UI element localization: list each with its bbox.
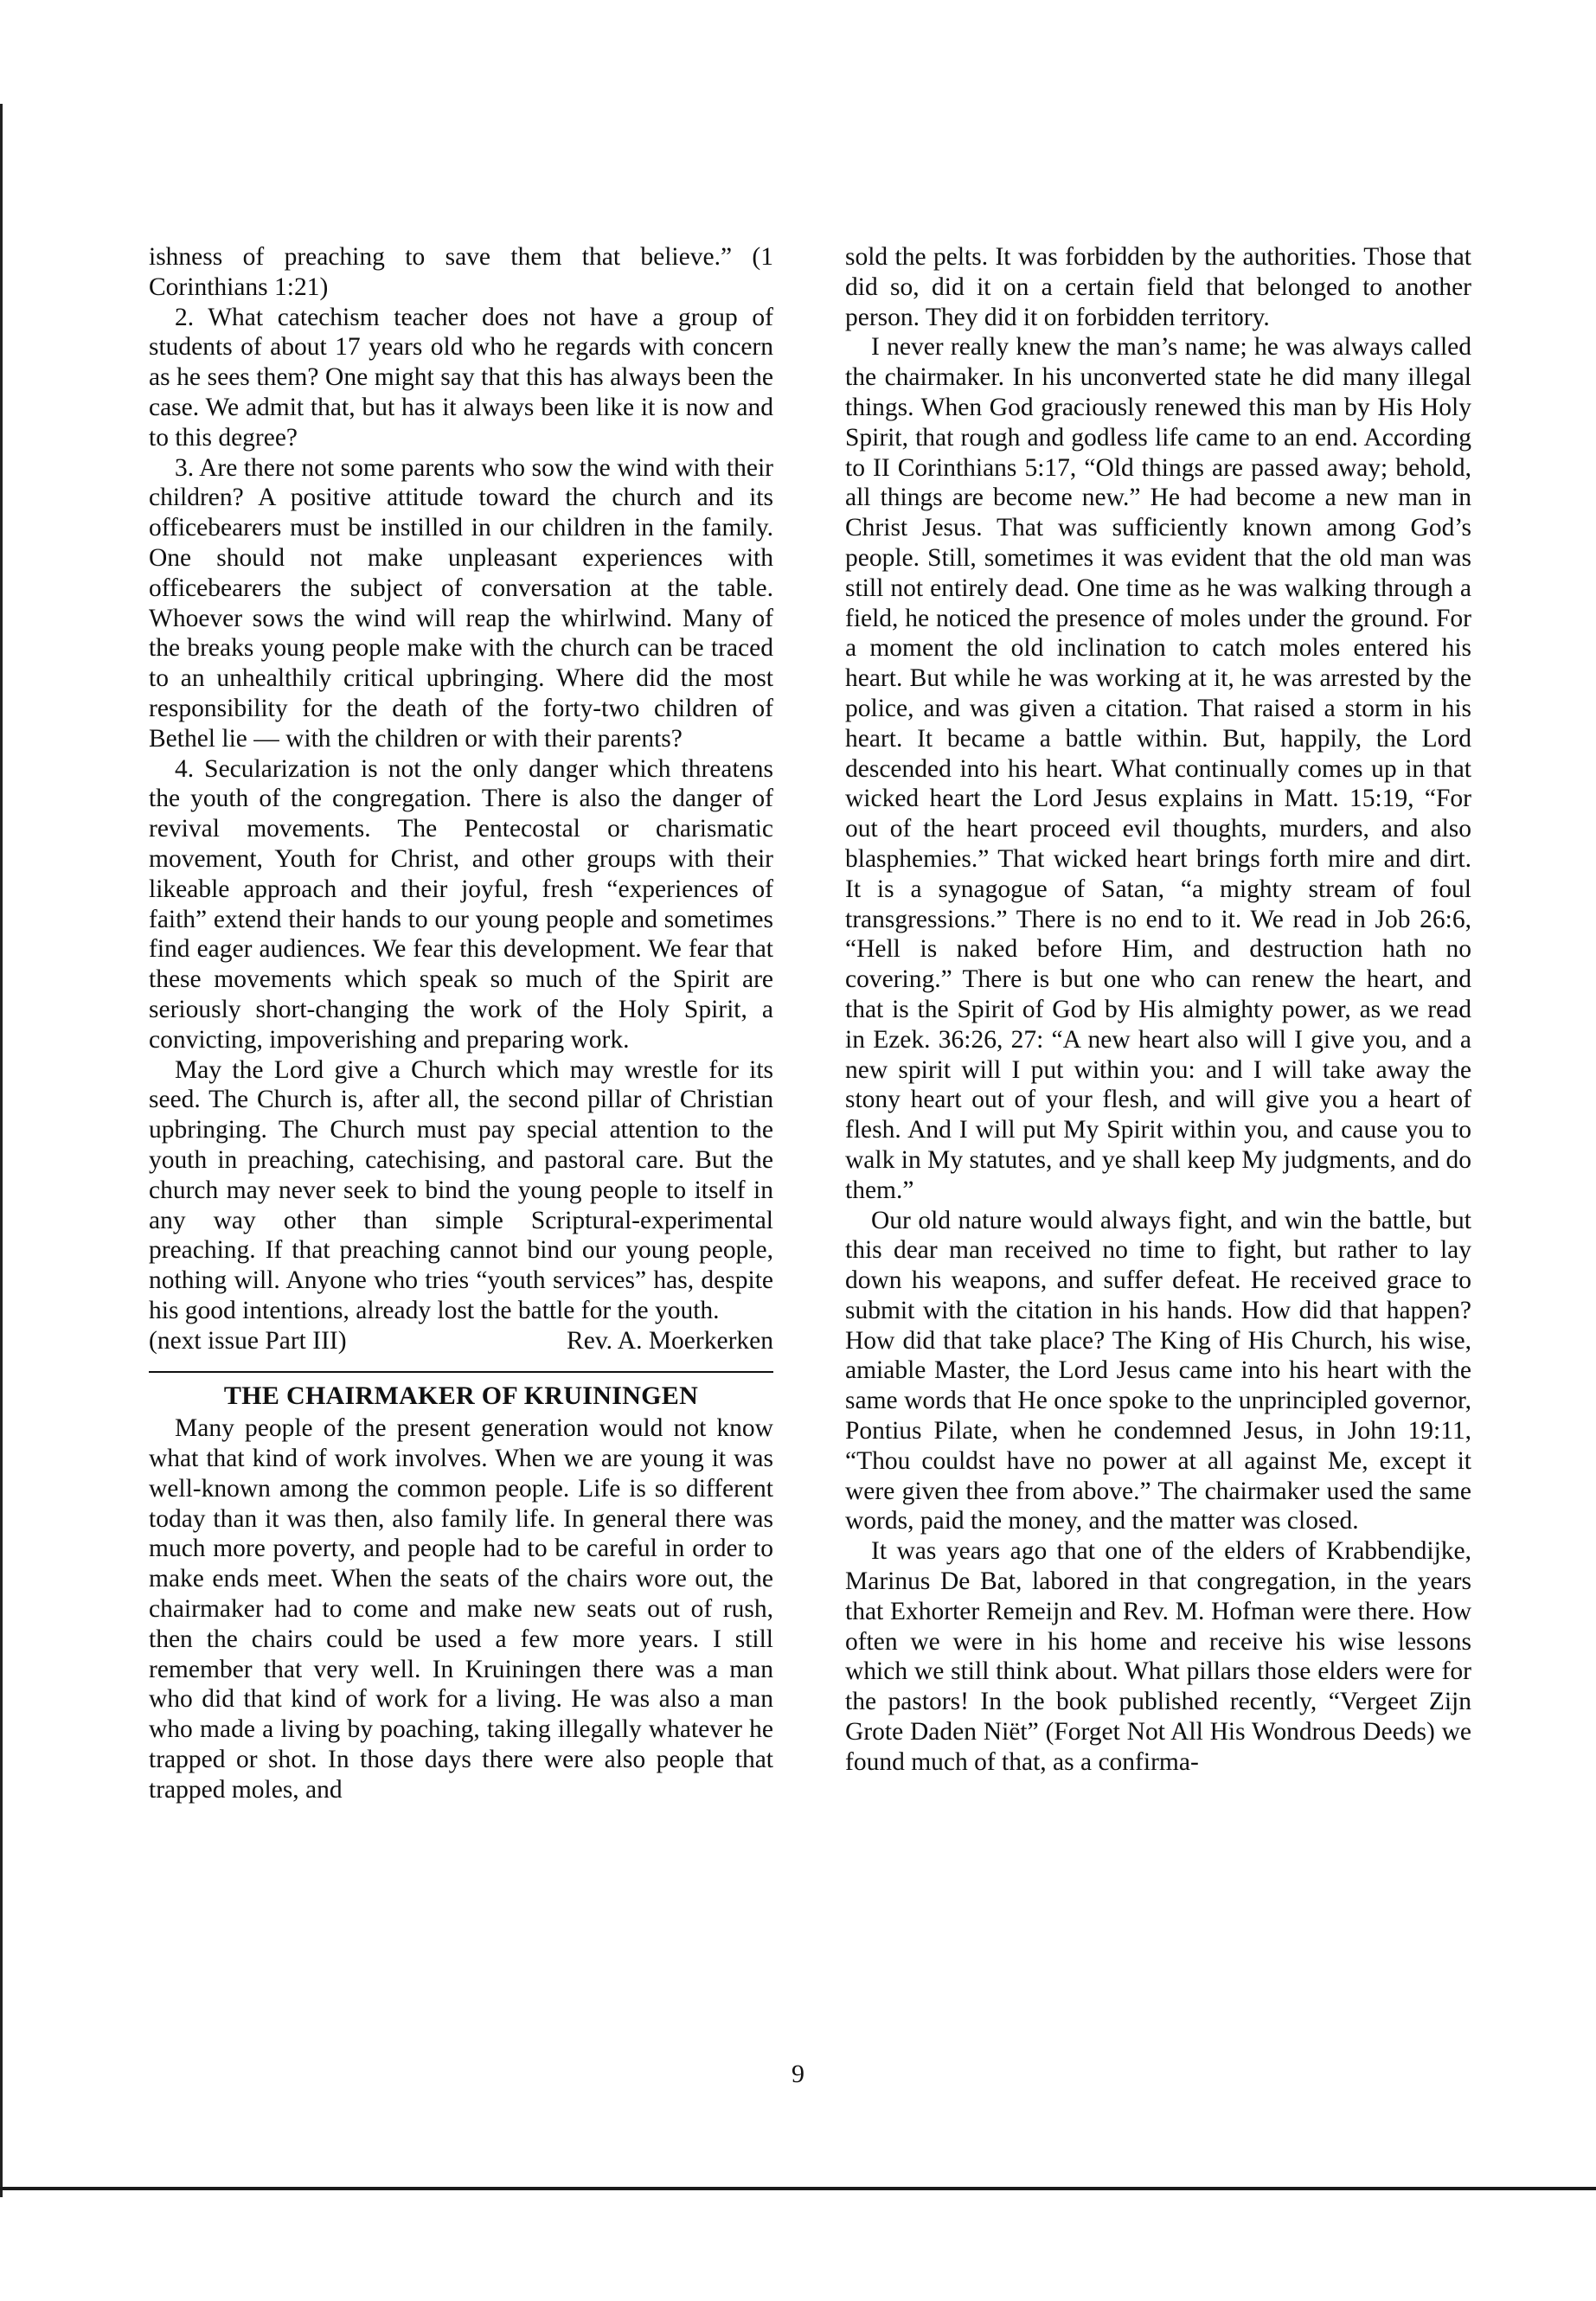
left-column [149, 242, 773, 1805]
page-number: 9 [792, 2060, 804, 2088]
paragraph: ishness of preaching to save them that believe.” (1 Corinthians 1:21) [149, 243, 773, 301]
article-title: THE CHAIRMAKER OF KRUININGEN [223, 1381, 699, 1411]
scan-left-edge [0, 104, 3, 2197]
paragraph: 3. Are there not some parents who sow the wind with their children? A positive attitude toward the church and its officebearers must be instilled in our children in the family. One should not make unpleasant experiences with officebearers the subject of conversation at the table. Whoever sows the wind will reap the whirlwind. Many of the breaks young people make with the church can be traced to an unhealthily critical upbringing. Where did the most responsibility for the death of the forty-two children of Bethel lie — with the children or with their parents? [149, 453, 773, 753]
author-name: Rev. A. Moerkerken [567, 1326, 773, 1355]
paragraph: Our old nature would always fight, and win the battle, but this dear man received no time to fight, but rather to lay down his weapons, and suffer defeat. He received grace to submit with the citation in his hands. How did that happen? How did that take place? The King of His Church, his wise, amiable Master, the Lord Jesus came into his heart with the same words that He once spoke to the unprincipled governor, Pontius Pilate, when he condemned Jesus, in John 19:11, “Thou couldst have no power at all against Me, except it were given thee from above.” The chairmaker used the same words, paid the money, and the matter was closed. [845, 1206, 1471, 1535]
continuation-note: (next issue Part III) [149, 1326, 347, 1355]
paragraph: 4. Secularization is not the only danger which threatens the youth of the congregation. There is also the danger of revival movements. The Pentecostal or charismatic movement, Youth for Christ, and other groups with their likeable approach and their joyful, fresh “experiences of faith” extend their hands to our young people and sometimes find eager audiences. We fear this development. We fear that these movements which speak so much of the Spirit are seriously short-changing the work of the Holy Spirit, a convicting, impoverishing and preparing work. [149, 754, 773, 1054]
right-column [845, 242, 1471, 1778]
article-divider [149, 1371, 773, 1373]
paragraph: It was years ago that one of the elders of Krabbendijke, Marinus De Bat, labored in that congregation, in the years that Exhorter Remeijn and Rev. M. Hofman were there. How often we were in his home and receive his wise lessons which we still think about. What pillars those elders were for the pastors! In the book published recently, “Vergeet Zijn Grote Daden Niët” (Forget Not All His Wondrous Deeds) we found much of that, as a confirma- [845, 1537, 1471, 1776]
byline-row [149, 1326, 773, 1356]
paragraph: 2. What catechism teacher does not have a group of students of about 17 years old who he regards with concern as he sees them? One might say that this has always been the case. We admit that, but has it always been like it is now and to this degree? [149, 303, 773, 452]
paragraph: May the Lord give a Church which may wrestle for its seed. The Church is, after all, the second pillar of Christian upbringing. The Church must pay special attention to the youth in preaching, catechising, and pastoral care. But the church may never seek to bind the young people to itself in any way other than simple Scriptural-experimental preaching. If that preaching cannot bind our young people, nothing will. Anyone who tries “youth services” has, despite his good intentions, already lost the battle for the youth. [149, 1055, 773, 1324]
scan-bottom-edge [0, 2187, 1596, 2190]
paragraph: Many people of the present generation would not know what that kind of work involves. When we are young it was well-known among the common people. Life is so different today than it was then, also family life. In general there was much more poverty, and people had to be careful in order to make ends meet. When the seats of the chairs wore out, the chairmaker had to come and make new seats out of rush, then the chairs could be used a few more years. I still remember that very well. In Kruiningen there was a man who did that kind of work for a living. He was also a man who made a living by poaching, taking illegally whatever he trapped or shot. In those days there were also people that trapped moles, and [149, 1414, 773, 1804]
paragraph: sold the pelts. It was forbidden by the authorities. Those that did so, did it on a certain field that belonged to another person. They did it on forbidden territory. [845, 243, 1471, 331]
paragraph: I never really knew the man’s name; he was always called the chairmaker. In his unconverted state he did many illegal things. When God graciously renewed this man by His Holy Spirit, that rough and godless life came to an end. According to II Corinthians 5:17, “Old things are passed away; behold, all things are become new.” He had become a new man in Christ Jesus. That was sufficiently known among God’s people. Still, sometimes it was evident that the old man was still not entirely dead. One time as he was walking through a field, he noticed the presence of moles under the ground. For a moment the old inclination to catch moles entered his heart. But while he was working at it, he was arrested by the police, and was given a citation. That raised a storm in his heart. It became a battle within. But, happily, the Lord descended into his heart. What continually comes up in that wicked heart the Lord Jesus explains in Matt. 15:19, “For out of the heart proceed evil thoughts, murders, and also blasphemies.” That wicked heart brings forth mire and dirt. It is a synagogue of Satan, “a mighty stream of foul transgressions.” There is no end to it. We read in Job 26:6, “Hell is naked before Him, and destruction hath no covering.” There is but one who can renew the heart, and that is the Spirit of God by His almighty power, as we read in Ezek. 36:26, 27: “A new heart also will I give you, and a new spirit will I put within you: and I will take away the stony heart out of your flesh, and will give you a heart of flesh. And I will put My Spirit within you, and cause you to walk in My statutes, and ye shall keep My judgments, and do them.” [845, 333, 1471, 1204]
